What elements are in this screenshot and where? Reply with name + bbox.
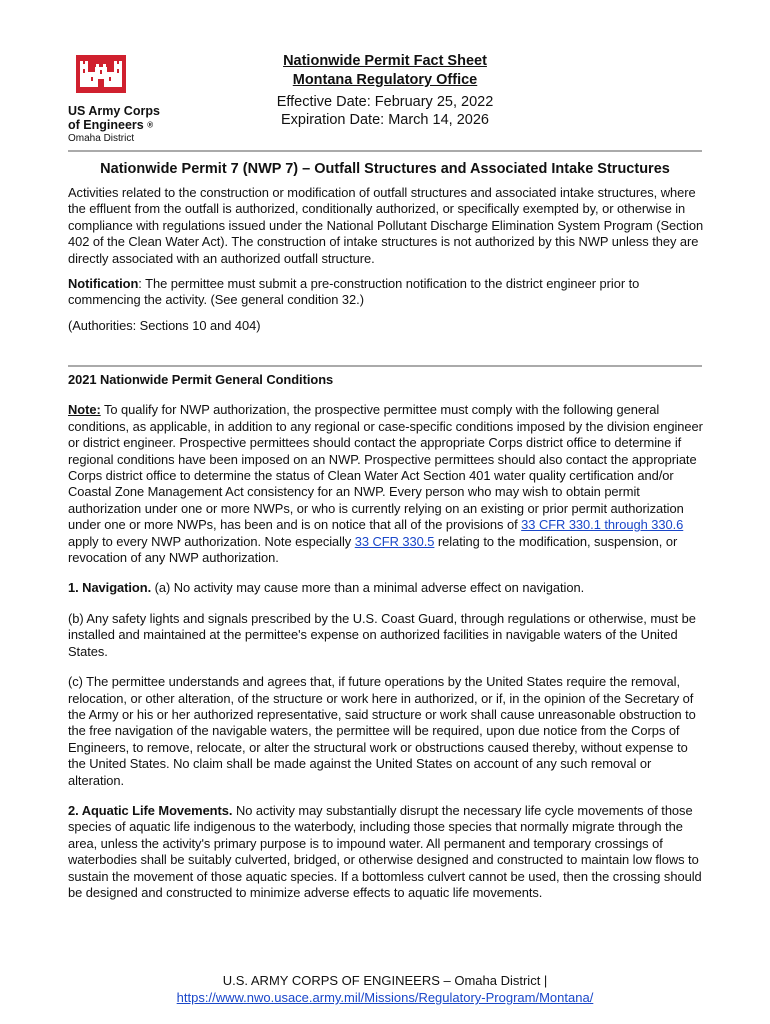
permit-description: Activities related to the construction or modification of outfall structures and associated intake structures, where the effluent from the outfall is authorized, conditionally authorized, or specifically exempted by, or otherwise in compliance with regulations issued under the National Pollutant Discharge Elimination System Program (Section 402 of the Clean Water Act). The construction of intake structures is not authorized by this NWP unless they are directly associated with an authorized outfall structure. (68, 185, 704, 266)
castle-logo-icon (76, 55, 126, 93)
notification-text: : The permittee must submit a pre-construction notification to the district engineer prior to commencing the activity. (See general condition 32.) (68, 276, 640, 308)
authorities: (Authorities: Sections 10 and 404) (68, 317, 261, 333)
permit-title: Nationwide Permit 7 (NWP 7) – Outfall Structures and Associated Intake Structures (100, 161, 670, 177)
registered-mark: ® (147, 120, 154, 130)
footer-org: U.S. ARMY CORPS OF ENGINEERS – Omaha District | (222, 973, 548, 988)
logo-org-line1: US Army Corps (68, 104, 160, 118)
document-header (200, 52, 570, 129)
note-label: Note: (68, 402, 101, 418)
cfr-330-1-link[interactable]: 33 CFR 330.1 through 330.6 (521, 517, 684, 533)
expiration-date: Expiration Date: March 14, 2026 (281, 112, 489, 128)
conditions-heading: 2021 Nationwide Permit General Conditions (68, 372, 334, 387)
navigation-b: (b) Any safety lights and signals prescribed by the U.S. Coast Guard, through regulations or otherwise, must be installed and maintained at the permittee's expense on authorized facilities in navigable waters of the United States. (68, 610, 696, 659)
aquatic-text: No activity may substantially disrupt the necessary life cycle movements of those species of aquatic life indigenous to the waterbody, including those species that normally migrate through the area, unless the activity's primary purpose is to impound water. All permanent and temporary crossings of waterbodies shall be suitably culverted, bridged, or otherwise designed and constructed to maintain low flows to sustain the movement of those aquatic species. If a bottomless culvert cannot be used, then the crossing should be designed and constructed to minimize adverse effects to aquatic life movements. (68, 802, 702, 900)
navigation-label: 1. Navigation. (68, 580, 152, 596)
note-text-1: To qualify for NWP authorization, the prospective permittee must comply with the following general conditions, as applicable, in addition to any regional or case-specific conditions imposed by the division engineer or district engineer. Prospective permittees should contact the appropriate Corps district office to determine if regional conditions have been imposed on an NWP. Prospective permittees should also contact the appropriate Corps district office to determine the status of Clean Water Act Section 401 water quality certification and/or Coastal Zone Management Act consistency for an NWP. Every person who may wish to obtain permit authorization under one or more NWPs, or who is currently relying on an existing or prior permit authorization under one or more NWPs, has been and is on notice that all of the provisions of (68, 402, 703, 533)
aquatic-life-paragraph (68, 803, 708, 901)
cfr-330-5-link[interactable]: 33 CFR 330.5 (354, 533, 435, 549)
navigation-a-text: (a) No activity may cause more than a minimal adverse effect on navigation. (151, 580, 585, 596)
note-paragraph (68, 402, 708, 566)
page-footer (0, 972, 770, 1006)
logo-org-line2: of Engineers (68, 118, 144, 132)
aquatic-label: 2. Aquatic Life Movements. (68, 802, 233, 818)
permit-body (68, 185, 708, 343)
usace-logo (68, 55, 178, 145)
header-divider (68, 150, 702, 152)
office-name: Montana Regulatory Office (292, 72, 478, 88)
document-title: Nationwide Permit Fact Sheet (283, 53, 487, 69)
note-text-3: relating to the modification, suspension, or revocation of any NWP authorization. (68, 533, 678, 566)
effective-date: Effective Date: February 25, 2022 (276, 94, 494, 110)
footer-link[interactable]: https://www.nwo.usace.army.mil/Missions/Regulatory-Program/Montana/ (176, 990, 594, 1005)
notification-paragraph (68, 276, 708, 309)
section-divider (68, 365, 702, 367)
navigation-c: (c) The permittee understands and agrees that, if future operations by the United States require the removal, relocation, or other alteration, of the structure or work here in authorized, or if, in the opinion of the Secretary of the Army or his or her authorized representative, said structure or work shall cause unreasonable obstruction to the free navigation of the navigable waters, the permittee will be required, upon due notice from the Corps of Engineers, to remove, relocate, or alter the structural work or obstructions caused thereby, without expense to the United States. No claim shall be made against the United States on account of any such removal or alteration. (68, 674, 696, 788)
notification-label: Notification (68, 276, 139, 292)
note-text-2: apply to every NWP authorization. Note especially (68, 533, 355, 549)
logo-district: Omaha District (68, 132, 135, 144)
navigation-a (68, 580, 708, 596)
conditions-body (68, 372, 708, 910)
